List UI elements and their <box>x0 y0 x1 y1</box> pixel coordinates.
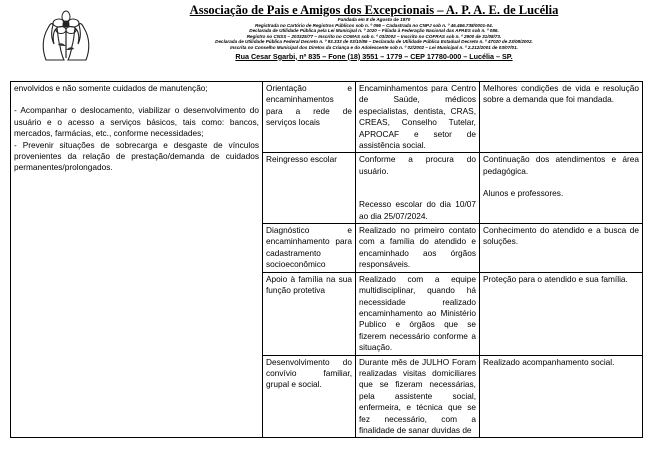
objectives-paragraph: - Prevenir situações de sobrecarga e desgaste de vínculos provenientes da relação de prestação/demanda de cuidados permanentes/prolongados. <box>14 139 259 173</box>
result-cell: Conhecimento do atendido e a busca de soluções. <box>480 224 643 273</box>
objectives-paragraph: envolvidos e não somente cuidados de manutenção; <box>14 83 208 93</box>
activity-cell: Apoio à família na sua função protetiva <box>263 272 356 355</box>
activity-cell: Reingresso escolar <box>263 153 356 224</box>
result-cell: Melhores condições de vida e resolução sobre a demanda que foi mandada. <box>480 82 643 153</box>
table-row <box>11 82 643 153</box>
apae-flower-hands-logo-icon <box>40 6 92 66</box>
objectives-cell <box>11 82 263 438</box>
description-note: Recesso escolar do dia 10/07 ao dia 25/07/2024. <box>359 199 476 221</box>
activity-cell: Orientação e encaminhamentos para a rede de serviços locais <box>263 82 356 153</box>
letterhead <box>0 0 651 72</box>
description-cell: Durante mês de JULHO Foram realizadas visitas domiciliares que se fizeram necessárias, pela assistente social, enfermeira, e técnica que se fez necessário, com a finalidade de sanar duvidas de <box>356 355 480 438</box>
result-note: Alunos e professores. <box>483 188 564 199</box>
founding-line: Fundada em 8 de Agosto de 1970 <box>337 17 411 22</box>
description-cell <box>356 153 480 224</box>
description-cell: Realizado com a equipe multidisciplinar, quando há necessidade realizado encaminhamento ao Ministério Publico e órgãos que se fizerem necessário conforme a situação. <box>356 272 480 355</box>
registration-line: Declarada de Utilidade Pública Federal Decreto n. º 93.333 de 03/10/86 – Declarada de Utilidade Pública Estadual Decreto n. º 47020 de 23/08/2002. <box>215 39 533 45</box>
activity-cell: Diagnóstico e encaminhamento para cadastramento socioeconômico <box>263 224 356 273</box>
description-text: Conforme a procura do usuário. <box>359 154 476 176</box>
activity-cell: Desenvolvimento do convívio familiar, grupal e social. <box>263 355 356 438</box>
registration-line: Registrada no Cartório de Registros Públicos sob n. º 096 – Cadastrada no CNPJ sob n. º 46.466.738/0001-04. <box>255 22 493 28</box>
activities-table <box>10 81 643 438</box>
description-cell: Realizado no primeiro contato com a família do atendido e encaminhado aos órgãos responsáveis. <box>356 224 480 273</box>
organization-name: Associação de Pais e Amigos dos Excepcionais – A. P. A. E. de Lucélia <box>189 3 559 17</box>
address-line: Rua Cesar Sgarbi, nº 835 – Fone (18) 3551 – 1779 – CEP 17780-000 – Lucélia – SP. <box>235 51 513 61</box>
registration-line: Registro no CNSS – 203325/77 – Inscrito no COMAS sob n. º 03/2002 – Inscrito no COFRAS sob n. º 2900 de 31/08/73. <box>246 33 502 39</box>
result-text: Continuação dos atendimentos e área pedagógica. <box>483 154 639 176</box>
result-cell <box>480 153 643 224</box>
registration-line: Inscrita no Conselho Municipal dos Diretos da Criança e do Adolescente sob n. º 02/2002 – Lei Municipal n. º 2.212/2001 de 03/07/01. <box>230 44 518 50</box>
description-cell: Encaminhamentos para Centro de Saúde, médicos especialistas, dentista, CRAS, CREAS, Conselho Tutelar, APROCAF e setor de assistência social. <box>356 82 480 153</box>
result-cell: Proteção para o atendido e sua família. <box>480 272 643 355</box>
result-cell: Realizado acompanhamento social. <box>480 355 643 438</box>
registration-line: Declarada de Utilidade Pública pela Lei Municipal n. º 1020 – Filiada à Federação Nacional das APAES sob n. º 086. <box>249 28 499 34</box>
objectives-paragraph: - Acompanhar o deslocamento, viabilizar o desenvolvimento do usuário e o acesso a serviços básicos, tais como: bancos, mercados, farmácias, etc., conforme necessidades; <box>14 105 259 139</box>
